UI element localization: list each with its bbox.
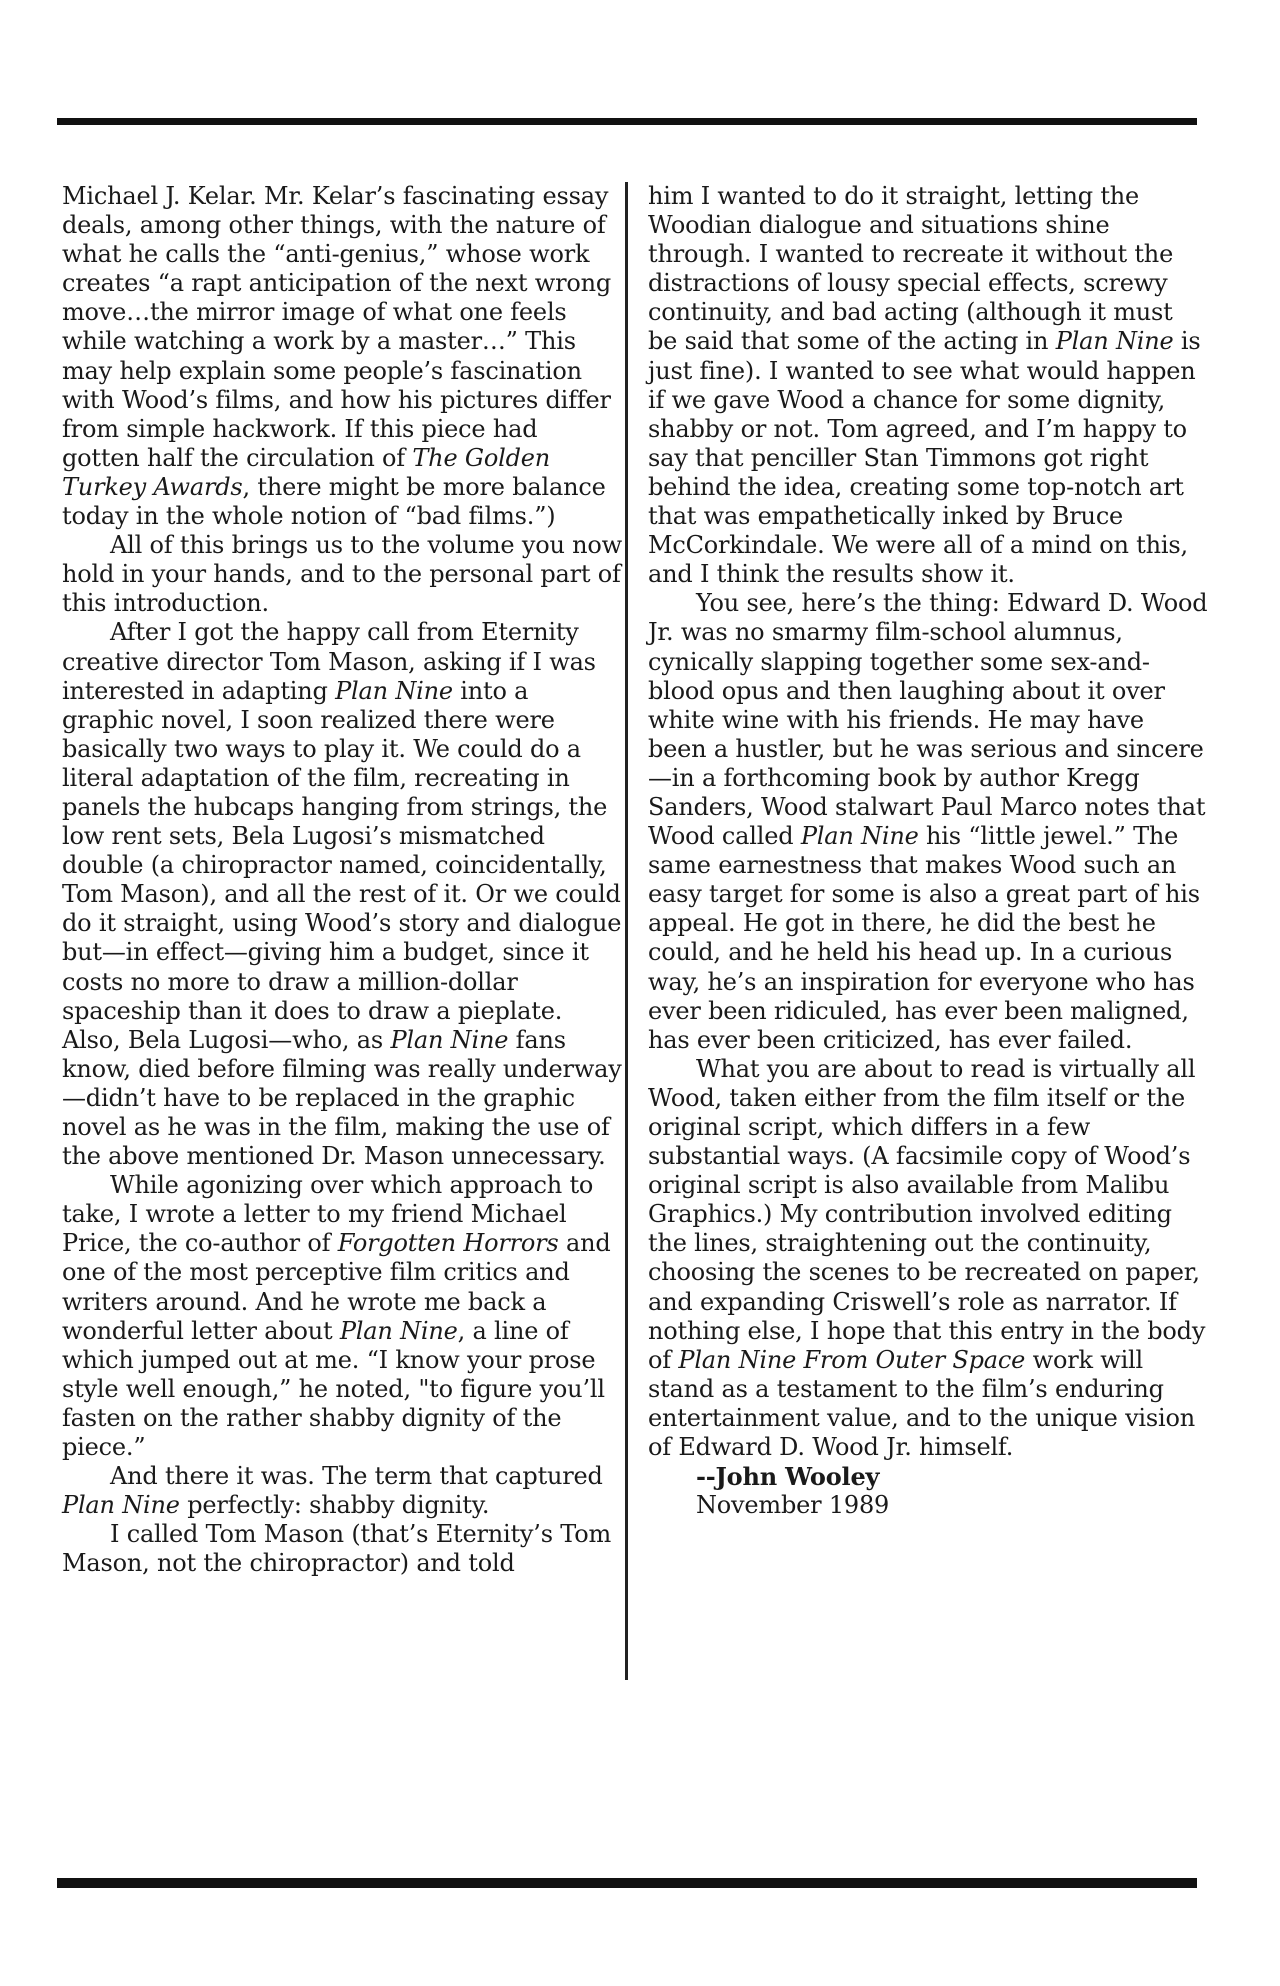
signature-date: November 1989 [696, 1491, 890, 1520]
bottom-rule [57, 1878, 1197, 1888]
paragraph: I called Tom Mason (that’s Eternity’s Tom Mason, not the chiropractor) and told [62, 1520, 612, 1578]
author-signature: --John Wooley [696, 1462, 880, 1492]
paragraph: All of this brings us to the volume you now hold in your hands, and to the personal part of this introduction. [62, 531, 623, 618]
paragraph: While agonizing over which approach to take, I wrote a letter to my friend Michael Price, the co-author of Forgotten Horrors and one of the most perceptive film critics and writers around. And he wrote me back a wonderful letter about Plan Nine, a line of which jumped out at me. “I know your prose style well enough,” he noted, "to figure you’ll fasten on the rather shabby dignity of the piece.” [62, 1171, 611, 1462]
top-rule [57, 118, 1197, 125]
left-column [62, 182, 622, 1579]
paragraph: After I got the happy call from Eternity creative director Tom Mason, asking if I was interested in adapting Plan Nine into a graphic novel, I soon realized there were basically two ways to play it. We could do a literal adaptation of the film, recreating in panels the hubcaps hanging from strings, the low rent sets, Bela Lugosi’s mismatched double (a chiropractor named, coincidentally, Tom Mason), and all the rest of it. Or we could do it straight, using Wood’s story and dialogue but—in effect—giving him a budget, since it costs no more to draw a million-dollar spaceship than it does to draw a pieplate. Also, Bela Lugosi—who, as Plan Nine fans know, died before filming was really underway—didn’t have to be replaced in the graphic novel as he was in the film, making the use of the above mentioned Dr. Mason unnecessary. [62, 618, 622, 1171]
paragraph: What you are about to read is virtually all Wood, taken either from the film itself or the original script, which differs in a few substantial ways. (A facsimile copy of Wood’s original script is also available from Malibu Graphics.) My contribution involved editing the lines, straightening out the continuity, choosing the scenes to be recreated on paper, and expanding Criswell’s role as narrator. If nothing else, I hope that this entry in the body of Plan Nine From Outer Space work will stand as a testament to the film’s enduring entertainment value, and to the unique vision of Edward D. Wood Jr. himself. [648, 1054, 1206, 1462]
paragraph: You see, here’s the thing: Edward D. Wood Jr. was no smarmy film-school alumnus, cynically slapping together some sex-and-blood opus and then laughing about it over white wine with his friends. He may have been a hustler, but he was serious and sincere—in a forthcoming book by author Kregg Sanders, Wood stalwart Paul Marco notes that Wood called Plan Nine his “little jewel.” The same earnestness that makes Wood such an easy target for some is also a great part of his appeal. He got in there, he did the best he could, and he held his head up. In a curious way, he’s an inspiration for everyone who has ever been ridiculed, has ever been maligned, has ever been criticized, has ever failed. [648, 589, 1208, 1054]
paragraph: And there it was. The term that captured Plan Nine perfectly: shabby dignity. [62, 1462, 603, 1520]
paragraph: Michael J. Kelar. Mr. Kelar’s fascinating essay deals, among other things, with the nature of what he calls the “anti-genius,” whose work creates “a rapt anticipation of the next wrong move…the mirror image of what one feels while watching a work by a master…” This may help explain some people’s fascination with Wood’s films, and how his pictures differ from simple hackwork. If this piece had gotten half the circulation of The Golden Turkey Awards, there might be more balance today in the whole notion of “bad films.”) [62, 182, 612, 531]
paragraph: him I wanted to do it straight, letting the Woodian dialogue and situations shine through. I wanted to recreate it without the distractions of lousy special effects, screwy continuity, and bad acting (although it must be said that some of the acting in Plan Nine is just fine). I wanted to see what would happen if we gave Wood a chance for some dignity, shabby or not. Tom agreed, and I’m happy to say that penciller Stan Timmons got right behind the idea, creating some top-notch art that was empathetically inked by Bruce McCorkindale. We were all of a mind on this, and I think the results show it. [648, 182, 1201, 589]
column-divider [625, 182, 628, 1680]
right-column [648, 182, 1208, 1520]
